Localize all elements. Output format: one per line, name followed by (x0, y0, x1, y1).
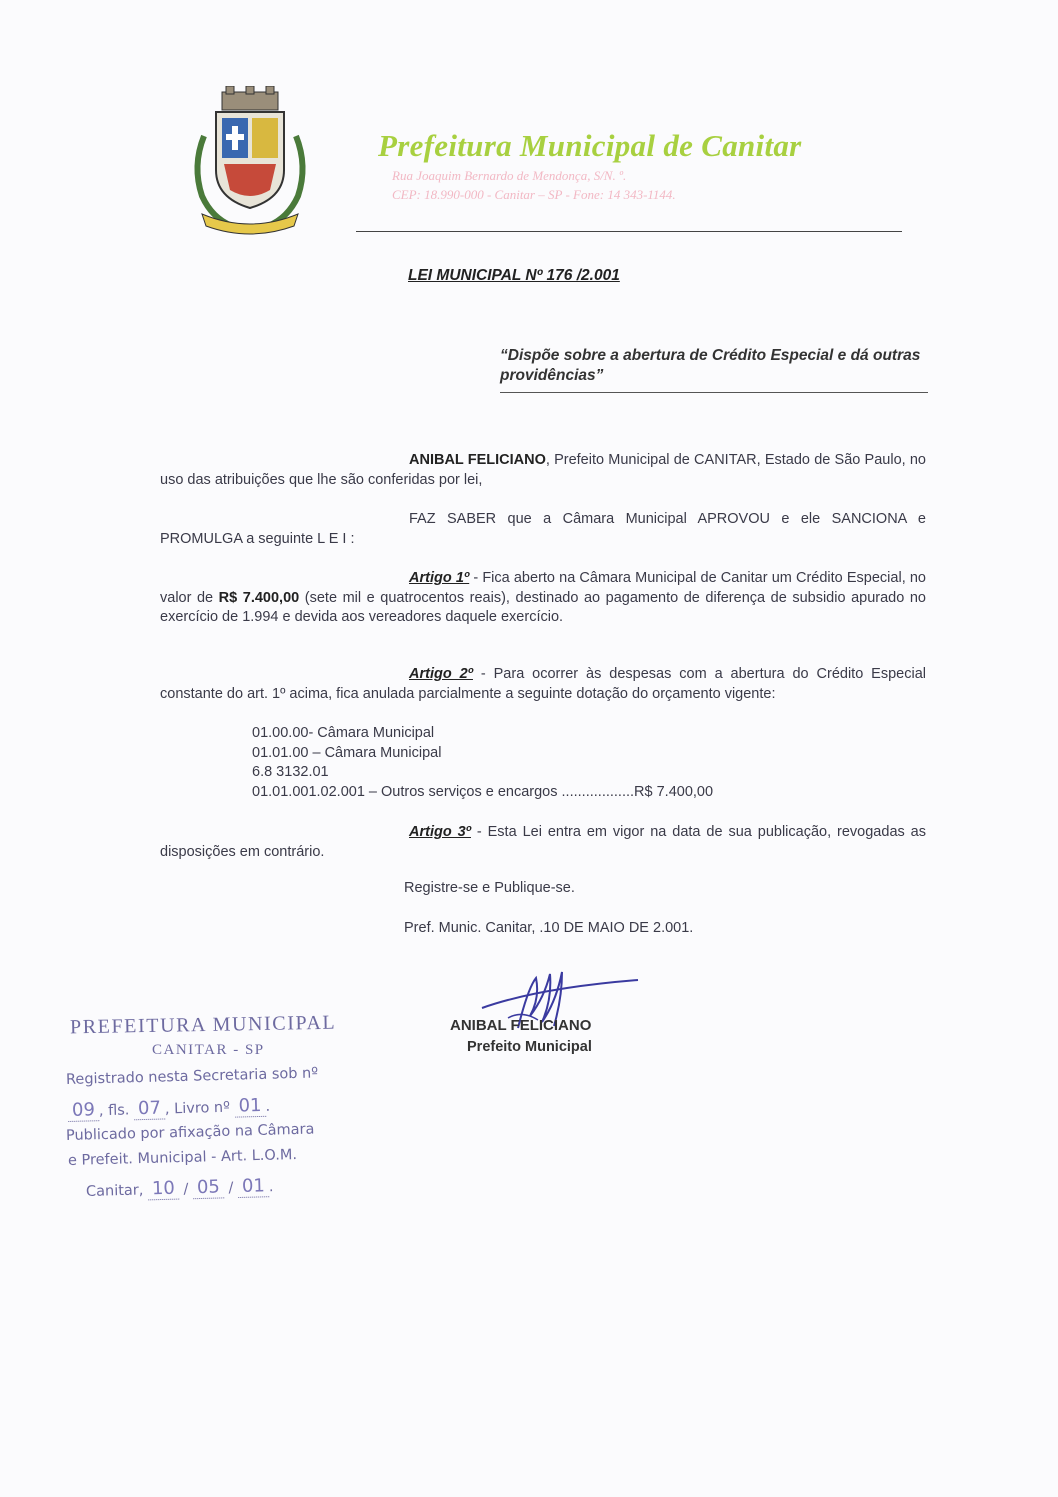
stamp-numbers-line: 09 , fls. 07 , Livro nº 01 . (68, 1095, 271, 1121)
mayor-name: ANIBAL FELICIANO (409, 452, 546, 468)
signatory-name: ANIBAL FELICIANO (450, 1017, 592, 1034)
stamp-date-line: Canitar, 10 / 05 / 01 . (85, 1175, 274, 1200)
organization-address: Rua Joaquim Bernardo de Mendonça, S/N. º. (392, 168, 627, 183)
stamp-subtitle: CANITAR - SP (152, 1042, 265, 1058)
stamp-livro-number: 01 (234, 1095, 265, 1118)
article-1-text-a: - Fica aberto na Câmara Municipal de Canitar um Crédito Especial, no valor de (160, 570, 926, 606)
faz-saber-paragraph: FAZ SABER que a Câmara Municipal APROVOU e ele SANCIONA e PROMULGA a seguinte L E I : (160, 511, 926, 547)
stamp-title: PREFEITURA MUNICIPAL (69, 1011, 337, 1039)
article-1-value: R$ 7.400,00 (218, 589, 300, 606)
allocation-line: 01.01.001.02.001 – Outros serviços e encargos ..................R$ 7.400,00 (252, 783, 714, 800)
article-2-paragraph (160, 665, 926, 704)
article-2-text: - Para ocorrer às despesas com a abertura do Crédito Especial constante do art. 1º acima, fica anulada parcialmente a seguinte dotação do orçamento vigente: (160, 666, 926, 702)
article-3-text: - Esta Lei entra em vigor na data de sua publicação, revogadas as disposições em contrário. (160, 824, 926, 860)
date-line: Pref. Munic. Canitar, .10 DE MAIO DE 2.001. (404, 920, 694, 936)
article-2-label: Artigo 2º (409, 666, 473, 682)
article-1-text-b: (sete mil e quatrocentos reais), destinado ao pagamento de diferença de subsidio apurado no exercício de 1.994 e devida aos vereadores daquele exercício. (160, 589, 926, 625)
stamp-year: 01 (238, 1175, 269, 1198)
budget-allocation-list (252, 724, 713, 802)
stamp-livro-label: , Livro nº (164, 1099, 231, 1118)
stamp-month: 05 (193, 1176, 224, 1199)
article-1-label: Artigo 1º (409, 570, 470, 586)
stamp-day: 10 (148, 1178, 179, 1201)
signatory-role: Prefeito Municipal (467, 1039, 592, 1055)
allocation-line: 01.00.00- Câmara Municipal (252, 725, 435, 741)
header-divider (356, 231, 902, 232)
stamp-registration-line: Registrado nesta Secretaria sob nº (65, 1065, 319, 1088)
municipal-crest-icon (186, 86, 314, 236)
intro-text: , Prefeito Municipal de CANITAR, Estado de São Paulo, no uso das atribuições que lhe são conferidas por lei, (160, 452, 926, 488)
article-3-label: Artigo 3º (409, 824, 471, 840)
allocation-line: 6.8 3132.01 (252, 764, 329, 780)
stamp-canitar-label: Canitar, (85, 1182, 144, 1200)
law-title: LEI MUNICIPAL Nº 176 /2.001 (408, 267, 620, 284)
law-ementa: “Dispõe sobre a abertura de Crédito Especial e dá outras providências” (500, 346, 928, 393)
organization-name: Prefeitura Municipal de Canitar (378, 128, 802, 163)
stamp-reg-number: 09 (68, 1099, 99, 1122)
allocation-line: 01.01.00 – Câmara Municipal (252, 744, 442, 761)
stamp-fls-label: , fls. (98, 1102, 130, 1120)
article-3-paragraph (160, 823, 926, 862)
register-line: Registre-se e Publique-se. (404, 880, 575, 896)
article-1-paragraph (160, 569, 926, 628)
intro-paragraph (160, 451, 926, 490)
organization-contact: CEP: 18.990-000 - Canitar – SP - Fone: 14 343-1144. (392, 187, 676, 202)
stamp-publication-line: Publicado por afixação na Câmara (65, 1121, 315, 1144)
registration-stamp (64, 1011, 404, 1214)
stamp-fls-number: 07 (134, 1097, 165, 1120)
stamp-article-line: e Prefeit. Municipal - Art. L.O.M. (67, 1147, 298, 1169)
